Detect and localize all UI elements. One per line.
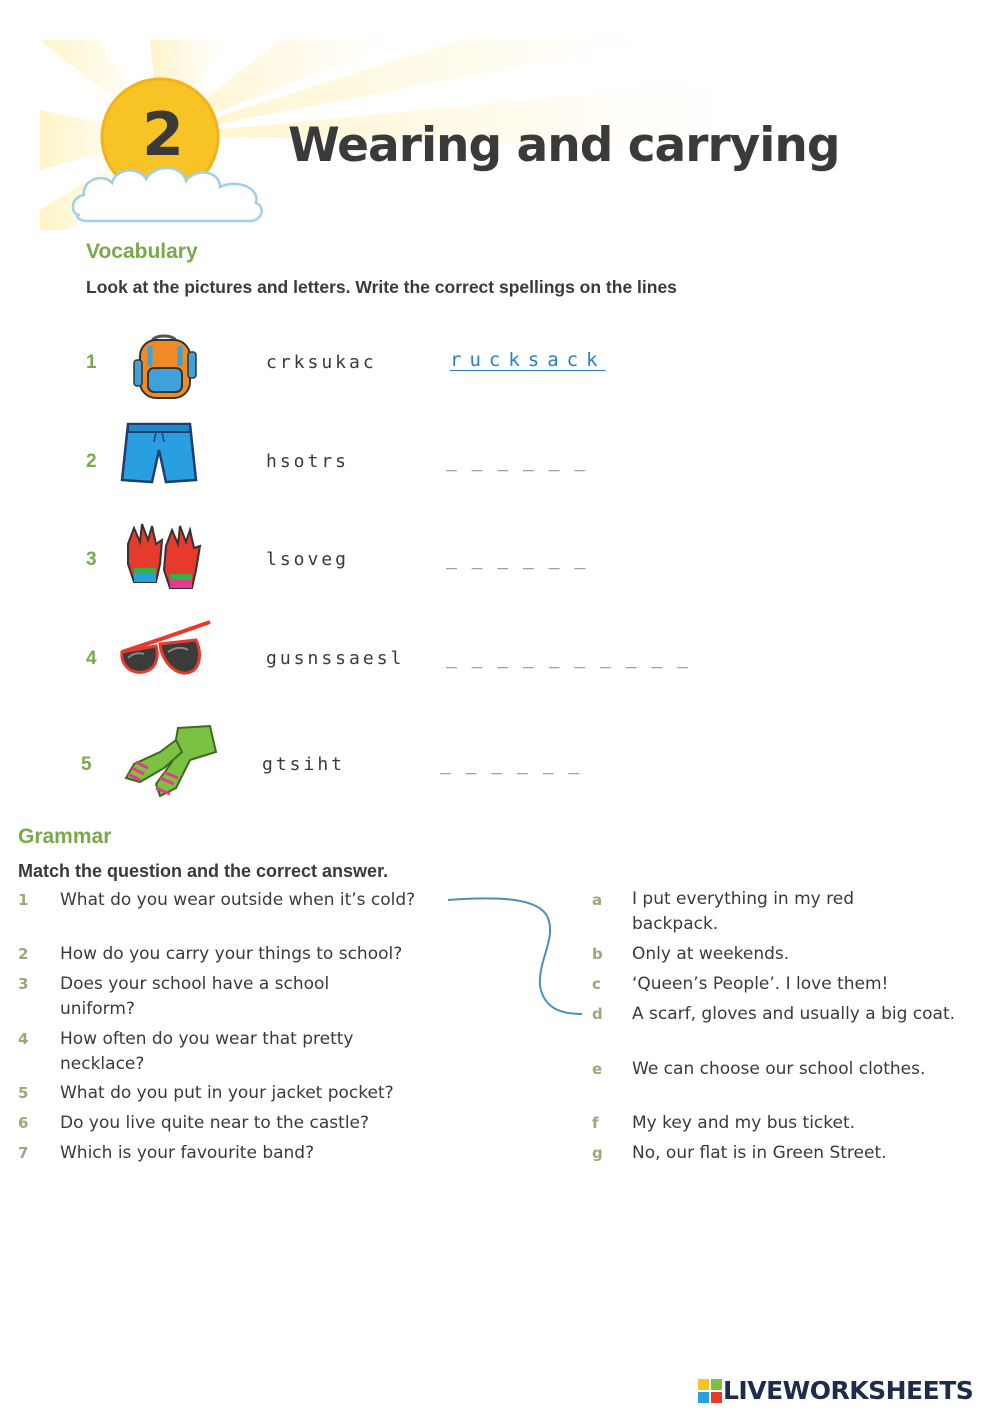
page-title: Wearing and carrying bbox=[288, 118, 840, 173]
question-text: What do you put in your jacket pocket? bbox=[60, 1083, 394, 1103]
question-text: How do you carry your things to school? bbox=[60, 944, 403, 964]
answer-text: ‘Queen’s People’. I love them! bbox=[632, 974, 889, 994]
shorts-icon bbox=[120, 420, 198, 486]
question-number: 2 bbox=[18, 945, 29, 963]
liveworksheets-logo bbox=[697, 1376, 973, 1405]
question-text: Does your school have a school uniform? bbox=[60, 974, 330, 1019]
question-number: 1 bbox=[18, 891, 29, 909]
logo-text: LIVEWORKSHEETS bbox=[723, 1376, 974, 1405]
scrambled-word: lsoveg bbox=[266, 549, 350, 570]
answer-field-1[interactable]: rucksack bbox=[450, 349, 606, 371]
vocab-number: 4 bbox=[86, 648, 97, 669]
question-text: Which is your favourite band? bbox=[60, 1143, 315, 1163]
answer-field-5[interactable]: _ _ _ _ _ _ bbox=[440, 754, 582, 775]
answer-letter: b bbox=[592, 945, 603, 963]
answer-text: Only at weekends. bbox=[632, 944, 790, 964]
tights-icon bbox=[120, 722, 220, 802]
vocab-number: 1 bbox=[86, 352, 97, 373]
answer-letter: c bbox=[592, 975, 601, 993]
vocab-number: 3 bbox=[86, 549, 97, 570]
answer-field-3[interactable]: _ _ _ _ _ _ bbox=[446, 549, 588, 570]
answer-text: I put everything in my red backpack. bbox=[632, 889, 855, 934]
vocabulary-instruction: Look at the pictures and letters. Write the correct spellings on the lines bbox=[86, 277, 677, 297]
answer-letter: g bbox=[592, 1144, 603, 1162]
question-number: 3 bbox=[18, 975, 29, 993]
answer-field-4[interactable]: _ _ _ _ _ _ _ _ _ _ bbox=[446, 648, 690, 669]
question-text: Do you live quite near to the castle? bbox=[60, 1113, 370, 1133]
answer-text: A scarf, gloves and usually a big coat. bbox=[632, 1004, 956, 1024]
question-number: 5 bbox=[18, 1084, 29, 1102]
scrambled-word: hsotrs bbox=[266, 451, 350, 472]
vocab-number: 5 bbox=[81, 754, 92, 775]
vocab-number: 2 bbox=[86, 451, 97, 472]
match-line[interactable] bbox=[440, 890, 590, 1020]
scrambled-word: gtsiht bbox=[262, 754, 346, 775]
answer-text: My key and my bus ticket. bbox=[632, 1113, 856, 1133]
unit-number: 2 bbox=[142, 100, 184, 170]
backpack-icon bbox=[130, 332, 202, 400]
question-number: 4 bbox=[18, 1030, 29, 1048]
vocabulary-heading: Vocabulary bbox=[86, 240, 198, 263]
answer-letter: e bbox=[592, 1060, 603, 1078]
question-text: What do you wear outside when it’s cold? bbox=[60, 890, 416, 910]
scrambled-word: crksukac bbox=[266, 352, 377, 373]
grammar-instruction: Match the question and the correct answer. bbox=[18, 861, 389, 881]
answer-text: No, our flat is in Green Street. bbox=[632, 1143, 887, 1163]
answer-letter: f bbox=[592, 1114, 599, 1132]
question-text: How often do you wear that pretty necklace? bbox=[60, 1029, 354, 1074]
answer-letter: a bbox=[592, 891, 603, 909]
answer-letter: d bbox=[592, 1005, 603, 1023]
gloves-icon bbox=[122, 520, 204, 594]
answer-field-2[interactable]: _ _ _ _ _ _ bbox=[446, 451, 588, 472]
sunglasses-icon bbox=[118, 618, 216, 684]
logo-icon bbox=[697, 1378, 723, 1404]
scrambled-word: gusnssaesl bbox=[266, 648, 405, 669]
question-number: 7 bbox=[18, 1144, 29, 1162]
grammar-heading: Grammar bbox=[18, 825, 112, 848]
answer-text: We can choose our school clothes. bbox=[632, 1059, 926, 1079]
question-number: 6 bbox=[18, 1114, 29, 1132]
